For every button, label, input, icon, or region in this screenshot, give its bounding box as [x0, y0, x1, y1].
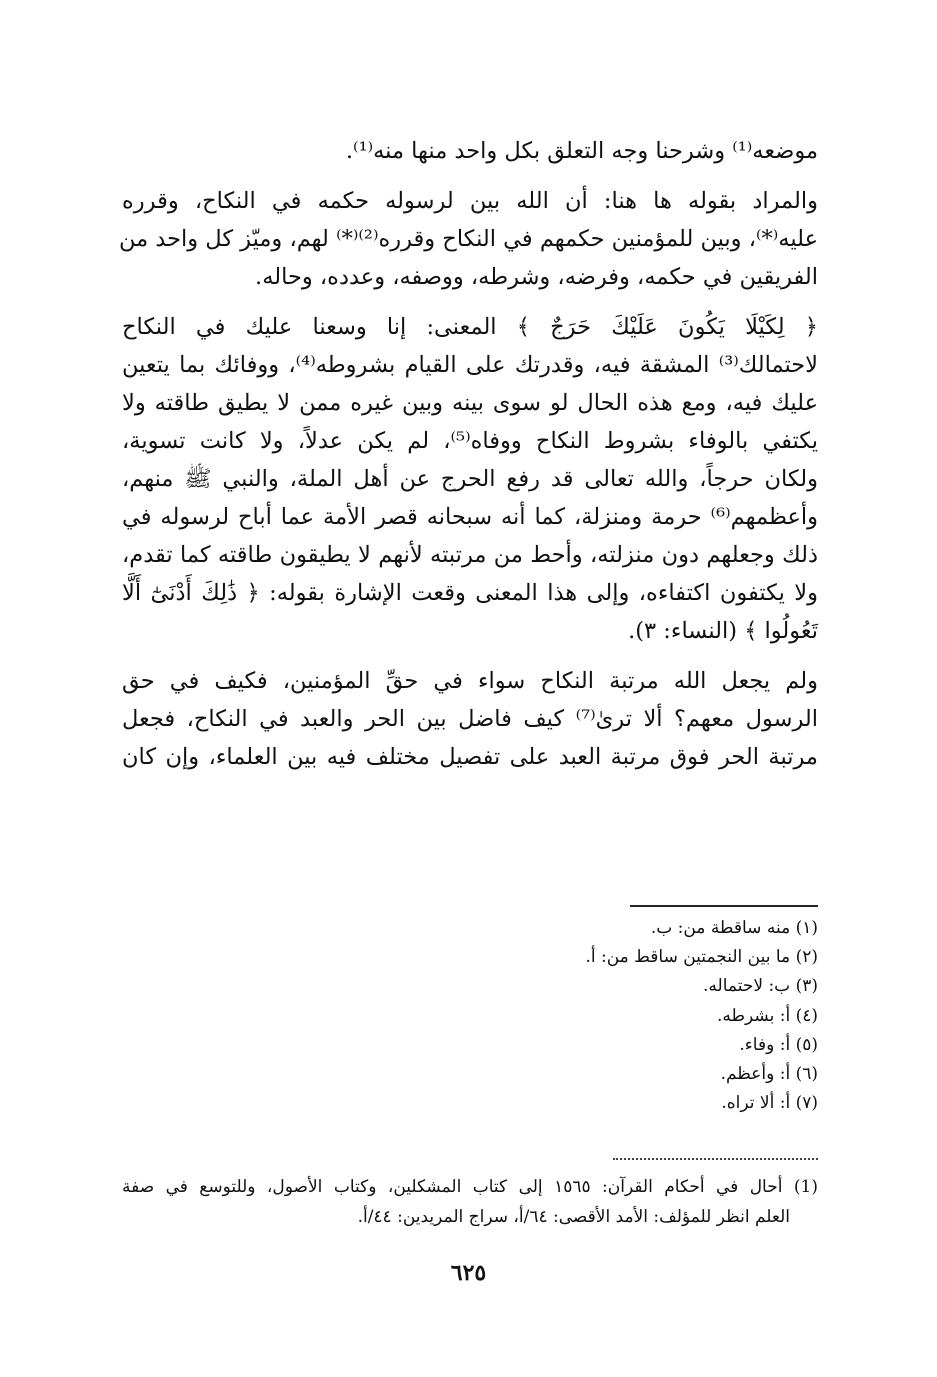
text-line: عليك فيه، ومع هذه الحال لو سوى بينه وبين غيره ممن لا يطيق طاقته ولا [122, 390, 818, 416]
text-line: تَعُولُوا ﴾ (النساء: ٣). [628, 618, 818, 644]
footnote-item: (٤) أ: بشرطه. [717, 1005, 818, 1026]
footnote-item: (٢) ما بين النجمتين ساقط من: أ. [585, 947, 818, 968]
text-line: الفريقين في حكمه، وفرضه، وشرطه، ووصفه، وعدده، وحاله. [255, 264, 818, 290]
paragraph-3 [122, 308, 818, 650]
text-line: موضعه⁽¹⁾ وشرحنا وجه التعلق بكل واحد منها منه⁽¹⁾. [345, 138, 818, 164]
text-line: وأعظمهم⁽⁶⁾ حرمة ومنزلة، كما أنه سبحانه قصر الأمة عما أباح لرسوله في [122, 504, 818, 530]
footnote-line: (1) أحال في أحكام القرآن: ١٥٦٥ إلى كتاب المشكلين، وكتاب الأصول، وللتوسع في صفة [122, 1177, 818, 1197]
footnote-line: العلم انظر للمؤلف: الأمد الأقصى: ٦٤/أ، سراج المريدين: ٤٤/أ. [357, 1207, 790, 1227]
footnote-divider [630, 905, 818, 907]
text-line: والمراد بقوله ها هنا: أن الله بين لرسوله حكمه في النكاح، وقرره [122, 188, 818, 214]
text-line: ولكان حرجاً، والله تعالى قد رفع الحرج عن أهل الملة، والنبي ﷺ منهم، [122, 466, 818, 492]
footnote-item: (٣) ب: لاحتماله. [703, 976, 818, 997]
text-line: الرسول معهم؟ ألا ترىٰ⁽⁷⁾ كيف فاضل بين الحر والعبد في النكاح، فجعل [122, 706, 818, 732]
variant-footnotes [418, 914, 818, 1118]
text-line: ذلك وجعلهم دون منزلته، وأحط من مرتبته لأنهم لا يطيقون طاقته كما تقدم، [122, 542, 818, 568]
text-line: عليه⁽*⁾، وبين للمؤمنين حكمهم في النكاح وقرره⁽²⁾⁽*⁾ لهم، وميّز كل واحد من [118, 226, 818, 252]
author-footnotes [122, 1172, 818, 1232]
text-line: ولم يجعل الله مرتبة النكاح سواء في حقِّ المؤمنين، فكيف في حق [122, 668, 818, 694]
paragraph-2 [118, 182, 818, 296]
text-line: ﴿ لِكَيْلَا يَكُونَ عَلَيْكَ حَرَجٌ ﴾ المعنى: إنا وسعنا عليك في النكاح [122, 314, 818, 340]
footnote-item: (١) منه ساقطة من: ب. [650, 918, 818, 938]
paragraph-4 [122, 662, 818, 776]
footnote-item: (٧) أ: ألا تراه. [721, 1093, 818, 1114]
footnote-item: (٥) أ: وفاء. [739, 1034, 818, 1055]
text-line: ولا يكتفون اكتفاءه، وإلى هذا المعنى وقعت الإشارة بقوله: ﴿ ذَٰلِكَ أَدْنَىٰٓ أَلَّا [122, 580, 818, 606]
footnote-item: (٦) أ: وأعظم. [720, 1064, 818, 1085]
main-text [118, 132, 819, 788]
paragraph-1 [122, 132, 818, 170]
text-line: مرتبة الحر فوق مرتبة العبد على تفصيل مختلف فيه بين العلماء، وإن كان [122, 744, 818, 770]
text-line: يكتفي بالوفاء بشروط النكاح ووفاه⁽⁵⁾، لم يكن عدلاً، ولا كانت تسوية، [122, 428, 818, 454]
text-line: لاحتمالك⁽³⁾ المشقة فيه، وقدرتك على القيام بشروطه⁽⁴⁾، ووفائك بما يتعين [122, 352, 819, 378]
dotted-divider [613, 1158, 818, 1160]
page-number: ٦٢٥ [450, 1260, 487, 1286]
